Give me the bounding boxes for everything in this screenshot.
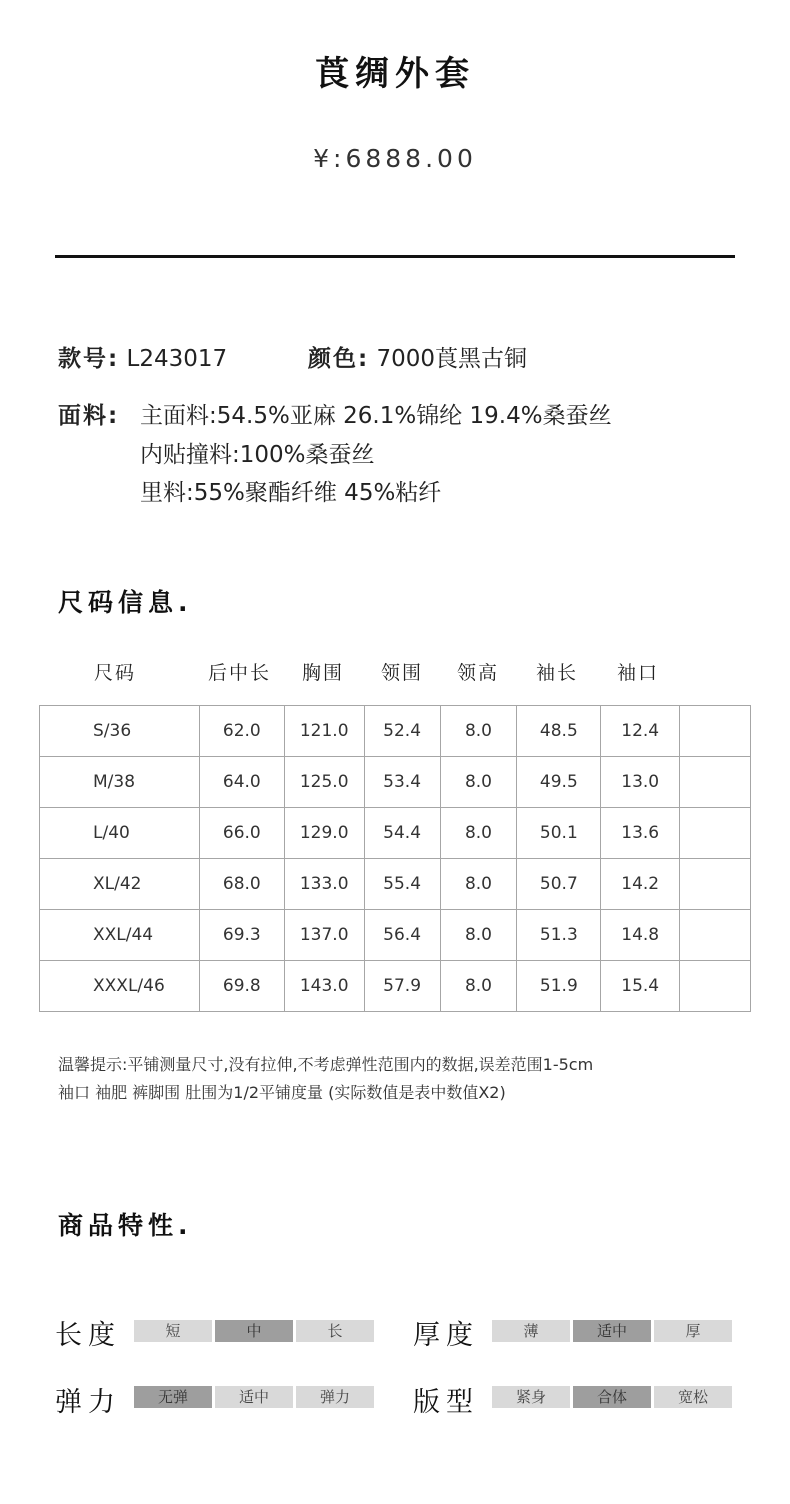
feature-option: 宽松 <box>654 1386 732 1408</box>
size-cell: 62.0 <box>199 706 284 757</box>
size-cell: 13.6 <box>601 808 680 859</box>
product-title: 莨绸外套 <box>315 54 475 94</box>
size-row <box>40 859 751 910</box>
feature-option: 紧身 <box>492 1386 570 1408</box>
feature-option: 合体 <box>573 1386 651 1408</box>
size-header-cuff: 袖口 <box>617 662 660 684</box>
feature-option: 弹力 <box>296 1386 374 1408</box>
size-cell: 8.0 <box>440 961 517 1012</box>
size-header-size: 尺码 <box>94 662 137 684</box>
size-cell-empty <box>680 808 751 859</box>
feature-label-elasticity: 弹力 <box>55 1387 121 1418</box>
size-header-collar-height: 领高 <box>457 662 500 684</box>
fabric-main: 主面料:54.5%亚麻 26.1%锦纶 19.4%桑蚕丝 <box>140 403 612 429</box>
size-cell: L/40 <box>40 808 200 859</box>
size-cell: 51.3 <box>517 910 601 961</box>
feature-option: 厚 <box>654 1320 732 1342</box>
size-cell: 14.8 <box>601 910 680 961</box>
size-cell: 121.0 <box>284 706 364 757</box>
size-row <box>40 706 751 757</box>
feature-option: 适中 <box>573 1320 651 1342</box>
fabric-label <box>58 397 119 430</box>
size-cell: 143.0 <box>284 961 364 1012</box>
size-cell: 54.4 <box>364 808 440 859</box>
size-cell: 57.9 <box>364 961 440 1012</box>
size-cell: 55.4 <box>364 859 440 910</box>
feature-label-thickness: 厚度 <box>413 1320 479 1351</box>
size-cell: XL/42 <box>40 859 200 910</box>
size-cell: 129.0 <box>284 808 364 859</box>
size-cell: 69.8 <box>199 961 284 1012</box>
size-cell: 15.4 <box>601 961 680 1012</box>
size-row <box>40 961 751 1012</box>
size-cell-empty <box>680 961 751 1012</box>
size-cell: 8.0 <box>440 706 517 757</box>
feature-scale-thickness <box>492 1320 735 1342</box>
size-cell: 8.0 <box>440 808 517 859</box>
size-cell: 64.0 <box>199 757 284 808</box>
features-section-title: 商品特性. <box>58 1211 193 1240</box>
size-cell: 52.4 <box>364 706 440 757</box>
feature-scale-fit <box>492 1386 735 1408</box>
size-cell: M/38 <box>40 757 200 808</box>
size-cell: XXXL/46 <box>40 961 200 1012</box>
size-cell-empty <box>680 910 751 961</box>
size-cell: S/36 <box>40 706 200 757</box>
color-label: 颜色: <box>308 346 370 372</box>
size-cell-empty <box>680 859 751 910</box>
size-cell: 133.0 <box>284 859 364 910</box>
size-cell: 50.1 <box>517 808 601 859</box>
size-row <box>40 910 751 961</box>
size-cell: 8.0 <box>440 859 517 910</box>
feature-scale-elasticity <box>134 1386 377 1408</box>
feature-option: 无弹 <box>134 1386 212 1408</box>
fabric-contrast: 内贴撞料:100%桑蚕丝 <box>140 442 375 468</box>
size-cell: XXL/44 <box>40 910 200 961</box>
size-cell: 48.5 <box>517 706 601 757</box>
divider <box>55 255 735 258</box>
size-header-back-length: 后中长 <box>208 662 272 684</box>
size-cell-empty <box>680 757 751 808</box>
size-cell: 66.0 <box>199 808 284 859</box>
measurement-note-2: 袖口 袖肥 裤脚围 肚围为1/2平铺度量 (实际数值是表中数值X2) <box>58 1083 506 1102</box>
size-cell: 12.4 <box>601 706 680 757</box>
feature-label-length: 长度 <box>55 1320 121 1351</box>
style-number-value: L243017 <box>126 346 228 372</box>
color-value: 7000莨黑古铜 <box>376 346 528 372</box>
size-cell: 69.3 <box>199 910 284 961</box>
size-table <box>39 705 751 1012</box>
feature-option: 中 <box>215 1320 293 1342</box>
size-cell: 68.0 <box>199 859 284 910</box>
measurement-note: 温馨提示:平铺测量尺寸,没有拉伸,不考虑弹性范围内的数据,误差范围1-5cm <box>58 1055 594 1074</box>
color-info <box>308 340 527 373</box>
size-cell: 8.0 <box>440 757 517 808</box>
size-cell: 14.2 <box>601 859 680 910</box>
size-cell: 125.0 <box>284 757 364 808</box>
style-number-label: 款号: <box>58 346 120 372</box>
style-number <box>58 340 227 373</box>
size-header-collar: 领围 <box>381 662 424 684</box>
size-header-chest: 胸围 <box>302 662 345 684</box>
size-header-sleeve-length: 袖长 <box>536 662 579 684</box>
size-cell: 50.7 <box>517 859 601 910</box>
feature-option: 适中 <box>215 1386 293 1408</box>
size-section-title: 尺码信息. <box>58 588 193 617</box>
size-cell: 49.5 <box>517 757 601 808</box>
size-row <box>40 757 751 808</box>
size-row <box>40 808 751 859</box>
size-cell: 8.0 <box>440 910 517 961</box>
feature-option: 长 <box>296 1320 374 1342</box>
size-cell: 137.0 <box>284 910 364 961</box>
size-cell: 56.4 <box>364 910 440 961</box>
feature-option: 薄 <box>492 1320 570 1342</box>
size-cell: 13.0 <box>601 757 680 808</box>
product-price: ¥:6888.00 <box>313 144 477 173</box>
fabric-lining: 里料:55%聚酯纤维 45%粘纤 <box>140 480 442 506</box>
size-cell-empty <box>680 706 751 757</box>
size-cell: 51.9 <box>517 961 601 1012</box>
feature-scale-length <box>134 1320 377 1342</box>
feature-label-fit: 版型 <box>413 1387 479 1418</box>
size-cell: 53.4 <box>364 757 440 808</box>
feature-option: 短 <box>134 1320 212 1342</box>
fabric-label-text: 面料: <box>58 403 120 429</box>
